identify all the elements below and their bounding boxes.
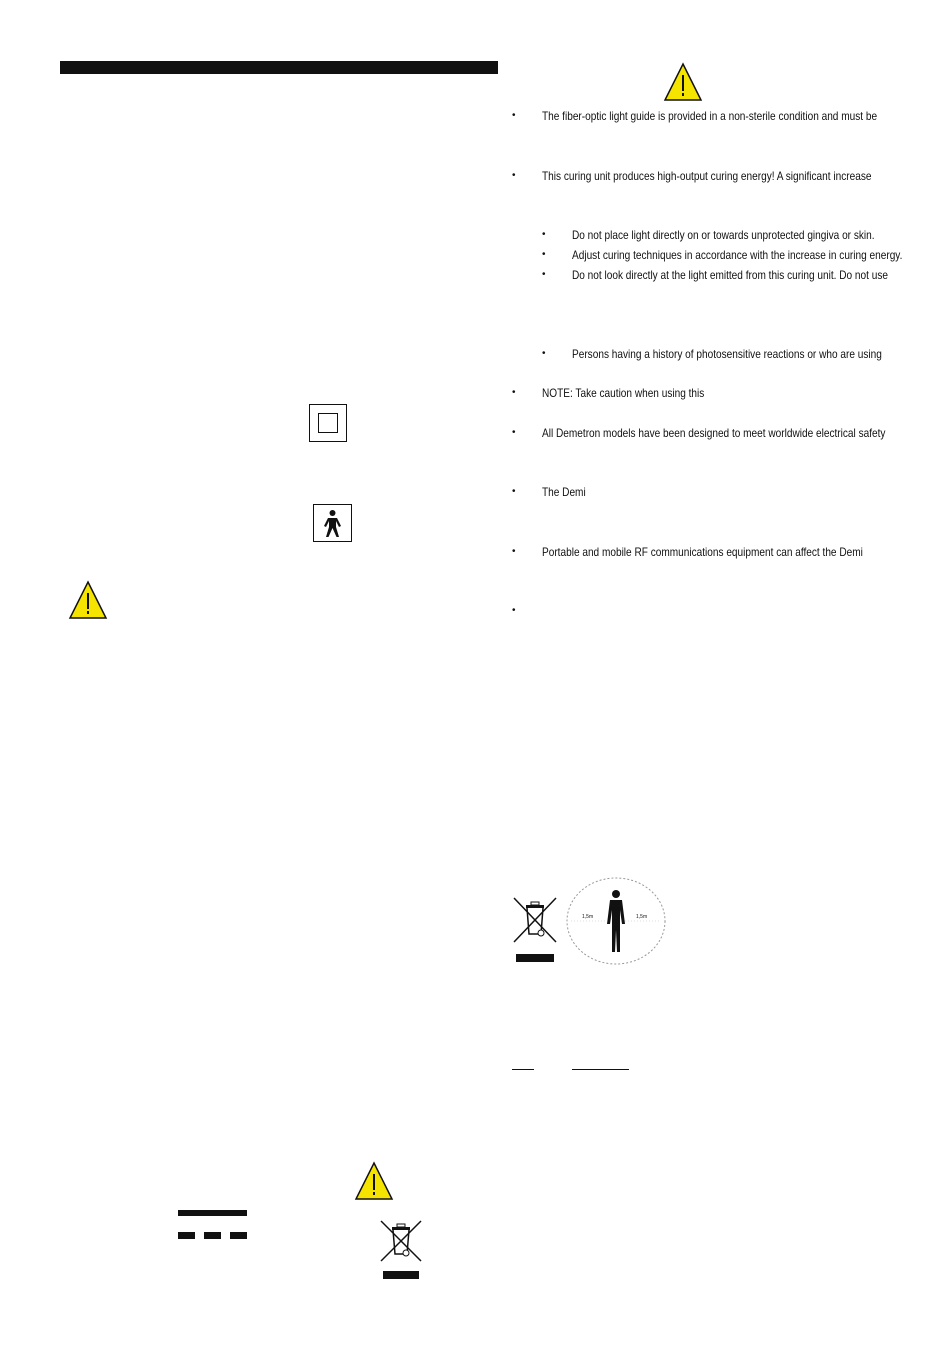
warning-bullet: The Demi xyxy=(542,485,586,499)
person-icon xyxy=(313,504,352,542)
warning-sub-bullet: Do not place light directly on or towards unprotected gingiva or skin. xyxy=(572,228,875,242)
warning-sub-bullet: Do not look directly at the light emitted from this curing unit. Do not use xyxy=(572,268,888,282)
distance-label-left: 1,5m xyxy=(582,914,594,920)
bullet-marker: • xyxy=(542,348,546,359)
double-square-icon xyxy=(309,404,347,442)
bullet-marker: • xyxy=(512,486,516,497)
bullet-marker: • xyxy=(512,546,516,557)
bullet-marker: • xyxy=(512,605,516,616)
bullet-marker: • xyxy=(512,427,516,438)
crossed-bin-icon xyxy=(379,1219,423,1281)
warning-icon xyxy=(68,580,108,620)
warning-sub-bullet: Adjust curing techniques in accordance with the increase in curing energy. xyxy=(572,248,903,262)
warning-bullet: This curing unit produces high-output curing energy! A significant increase xyxy=(542,169,872,183)
bullet-marker: • xyxy=(542,229,546,240)
crossed-bin-icon xyxy=(512,896,558,964)
distance-diagram xyxy=(565,876,667,966)
distance-circle xyxy=(565,876,667,966)
underline-mark xyxy=(512,1069,534,1070)
direct-current-icon xyxy=(178,1210,248,1240)
warning-sub-bullet: Persons having a history of photosensitive reactions or who are using xyxy=(572,347,882,361)
bullet-marker: • xyxy=(542,249,546,260)
warning-bullet: NOTE: Take caution when using this xyxy=(542,386,705,400)
bullet-marker: • xyxy=(512,110,516,121)
distance-label-right: 1,5m xyxy=(636,914,648,920)
warning-bullet: All Demetron models have been designed to meet worldwide electrical safety xyxy=(542,426,886,440)
underline-mark xyxy=(572,1069,629,1070)
bullet-marker: • xyxy=(512,387,516,398)
bullet-marker: • xyxy=(512,170,516,181)
bullet-marker: • xyxy=(542,269,546,280)
section-header-bar xyxy=(60,61,498,74)
person-silhouette-icon xyxy=(607,890,625,952)
warning-bullet: Portable and mobile RF communications equipment can affect the Demi xyxy=(542,545,863,559)
warning-icon xyxy=(663,62,703,102)
warning-icon xyxy=(354,1161,394,1201)
warning-bullet: The fiber-optic light guide is provided in a non-sterile condition and must be xyxy=(542,109,878,123)
